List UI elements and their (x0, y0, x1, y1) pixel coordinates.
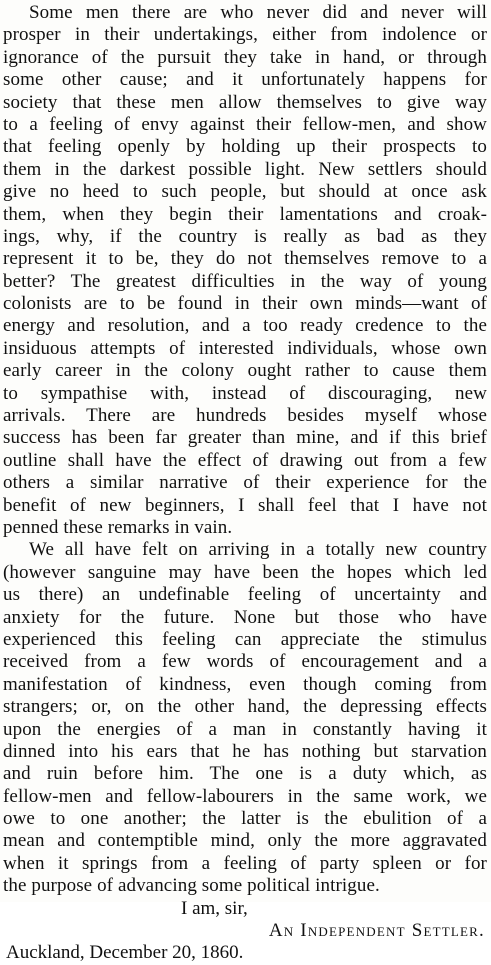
text-line: some other cause; and it unfortunately happens for (3, 69, 487, 91)
text-line: better? The greatest difficulties in the way of young (3, 270, 487, 292)
text-line: dinned into his ears that he has nothing but starvation (3, 740, 487, 762)
text-line: We all have felt on arriving in a totally new country (29, 539, 487, 561)
text-line: fellow-men and fellow-labourers in the same work, we (3, 785, 487, 807)
text-line: manifestation of kindness, even though coming from (3, 673, 487, 695)
text-line: ings, why, if the country is really as bad as they (3, 225, 487, 247)
text-line: represent it to be, they do not themselves remove to a (3, 248, 487, 270)
text-line: to a feeling of envy against their fellow-men, and show (3, 113, 487, 135)
text-line: benefit of new beginners, I shall feel that I have not (3, 494, 487, 516)
text-line: penned these remarks in vain. (3, 516, 233, 538)
text-line: ignorance of the pursuit they take in hand, or through (3, 46, 487, 68)
text-line: and ruin before him. The one is a duty which, as (3, 763, 487, 785)
text-line: to sympathise with, instead of discouraging, new (3, 382, 487, 404)
text-line: others a similar narrative of their experience for the (3, 472, 487, 494)
text-line: anxiety for the future. None but those who have (3, 606, 487, 628)
text-line: early career in the colony ought rather to cause them (3, 360, 487, 382)
text-line: give no heed to such people, but should at once ask (3, 181, 487, 203)
text-line: (however sanguine may have been the hopes which led (3, 561, 487, 583)
text-line: Some men there are who never did and never will (29, 2, 487, 23)
text-line: that feeling openly by holding up their prospects to (3, 136, 487, 158)
paragraph-1 (3, 2, 487, 539)
text-line: colonists are to be found in their own minds—want of (3, 293, 487, 315)
text-line: arrivals. There are hundreds besides myself whose (3, 405, 487, 427)
paragraph-2 (3, 539, 487, 897)
letter-signoff: I am, sir, (181, 897, 248, 919)
text-line: received from a few words of encouragement and a (3, 651, 487, 673)
letter-dateline: Auckland, December 20, 1860. (6, 942, 244, 964)
text-line: experienced this feeling can appreciate the stimulus (3, 628, 487, 650)
text-line: owe to one another; the latter is the ebulition of a (3, 808, 487, 830)
text-line: mean and contemptible mind, only the more aggravated (3, 830, 487, 852)
text-line: success has been far greater than mine, and if this brief (3, 427, 487, 449)
text-line: upon the energies of a man in constantly having it (3, 718, 487, 740)
text-line: outline shall have the effect of drawing out from a few (3, 449, 487, 471)
text-line: strangers; or, on the other hand, the depressing effects (3, 696, 487, 718)
letter-signature: An Independent Settler. (268, 920, 485, 942)
text-line: them, when they begin their lamentations and croak- (3, 203, 487, 225)
text-line: them in the darkest possible light. New settlers should (3, 158, 487, 180)
text-line: when it springs from a feeling of party spleen or for (3, 852, 487, 874)
letter-body (3, 2, 487, 965)
text-line: energy and resolution, and a too ready credence to the (3, 315, 487, 337)
text-line: society that these men allow themselves to give way (3, 91, 487, 113)
text-line: the purpose of advancing some political intrigue. (3, 875, 380, 897)
text-line: us there) an undefinable feeling of uncertainty and (3, 584, 487, 606)
text-line: insiduous attempts of interested individuals, whose own (3, 337, 487, 359)
text-line: prosper in their undertakings, either from indolence or (3, 24, 487, 46)
